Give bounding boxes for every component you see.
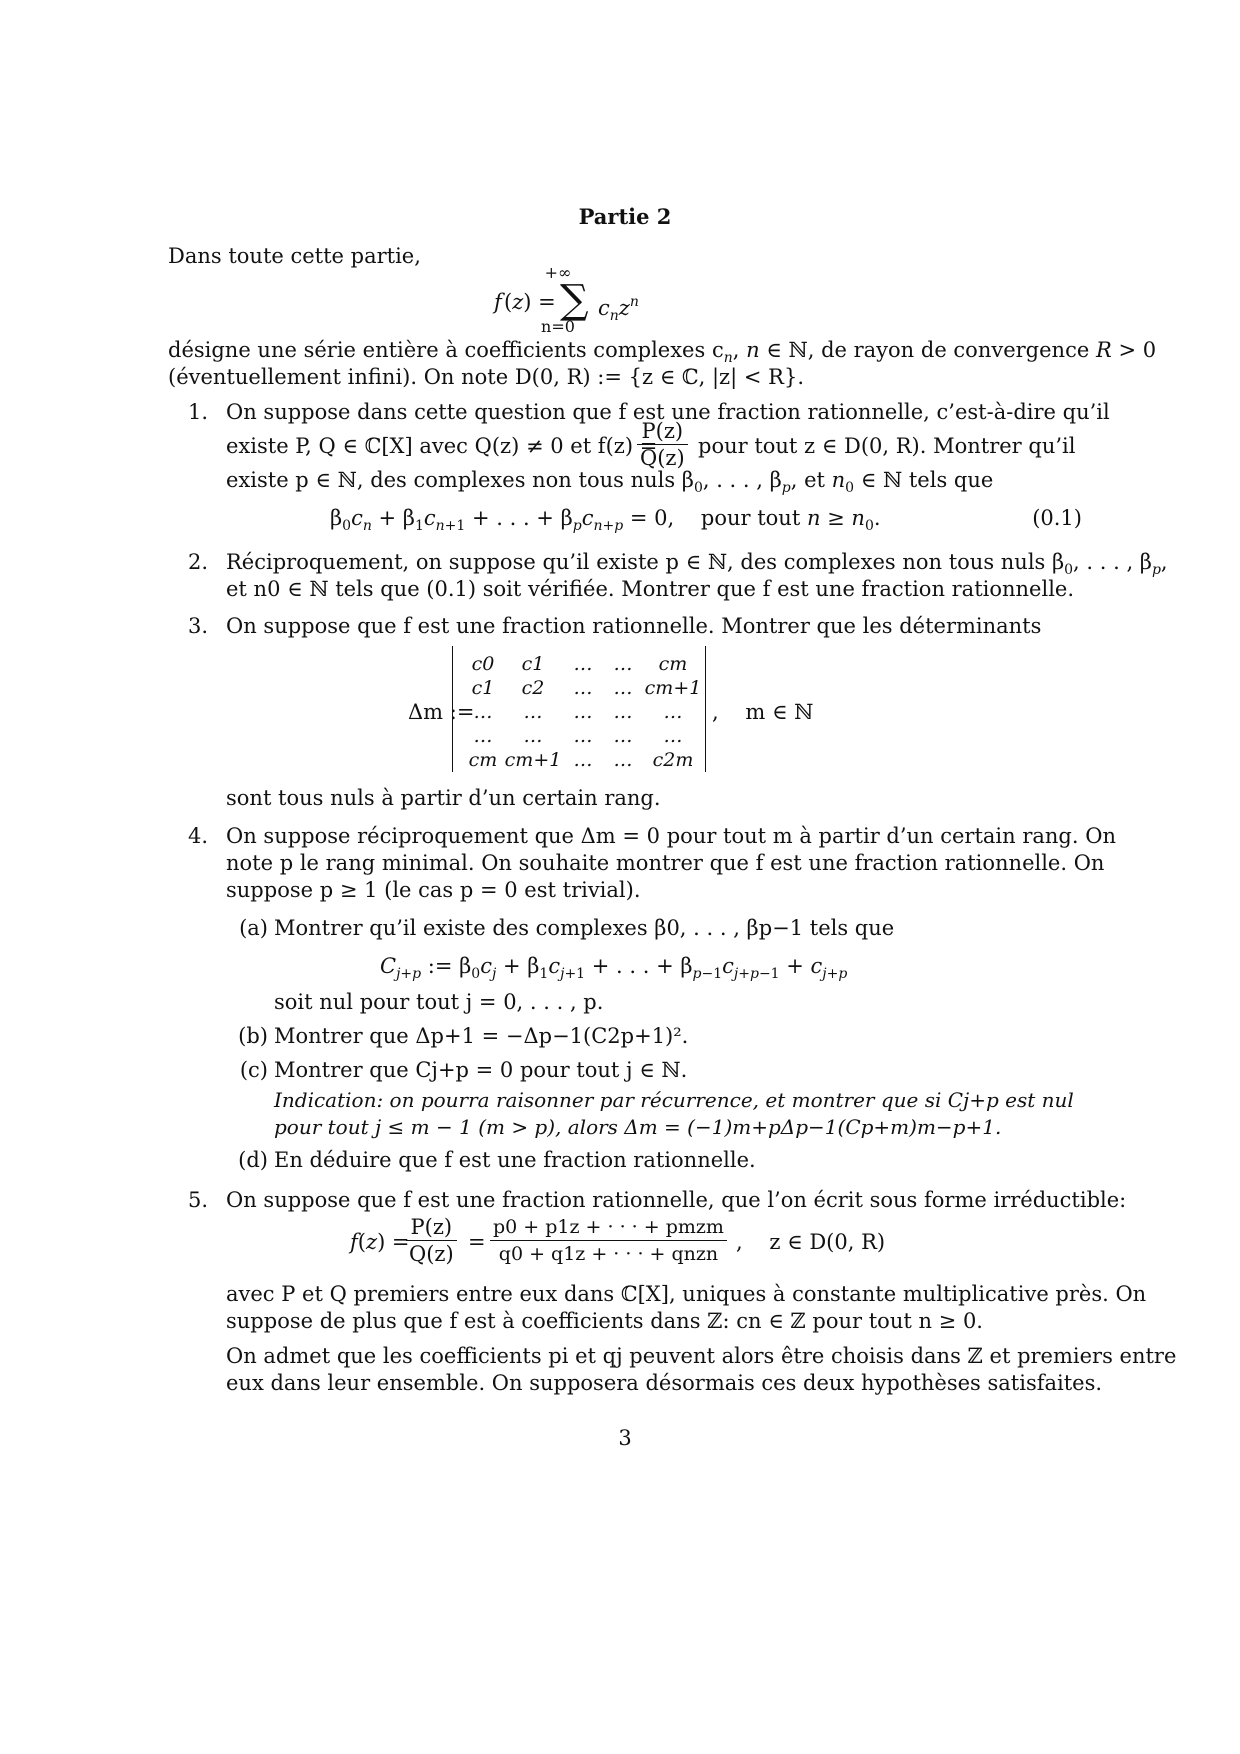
subquestion-b-text: Montrer que Δp+1 = −Δp−1(C2p+1)². <box>274 1024 689 1048</box>
matrix-cell: … <box>473 725 493 747</box>
matrix-cell: cm <box>658 653 688 675</box>
matrix-cell: … <box>613 677 633 699</box>
intro-text: Dans toute cette partie, <box>168 244 421 268</box>
matrix-cell: … <box>573 725 593 747</box>
matrix-cell: cm <box>468 749 498 771</box>
fraction-P-over-Q: $\frac{P(z)}{Q(z)}$ <box>637 418 688 471</box>
matrix-cell: … <box>573 701 593 723</box>
definition-line-2: (éventuellement infini). On note D(0, R) := {z ∈ ℂ, |z| < R}. <box>168 365 804 389</box>
question-4-line-2: note p le rang minimal. On souhaite montrer que f est une fraction rationnelle. On <box>226 851 1105 875</box>
page-number: 3 <box>618 1426 632 1450</box>
fraction-P-over-Q: $\frac{P(z)}{Q(z)}$ <box>406 1214 457 1267</box>
definition-line-1: désigne une série entière à coefficients complexes $c_n$, n ∈ ℕ, de rayon de convergence R > 0 <box>168 338 1157 366</box>
matrix-cell: c2m <box>652 749 694 771</box>
matrix-cell: … <box>523 701 543 723</box>
question-5-paragraph-1-line-2: suppose de plus que f est à coefficients dans ℤ: cn ∈ ℤ pour tout n ≥ 0. <box>226 1309 983 1333</box>
determinant-label: Δm := <box>408 700 475 724</box>
subquestion-d-label: (d) <box>238 1148 268 1172</box>
question-5-paragraph-1-line-1: avec P et Q premiers entre eux dans ℂ[X], uniques à constante multiplicative près. On <box>226 1282 1147 1306</box>
equation-tag: (0.1) <box>1032 506 1082 530</box>
question-3-conclusion: sont tous nuls à partir d’un certain rang. <box>226 786 661 810</box>
matrix-cell: … <box>573 749 593 771</box>
matrix-cell: c0 <box>471 653 495 675</box>
subquestion-c-text: Montrer que Cj+p = 0 pour tout j ∈ ℕ. <box>274 1058 688 1082</box>
matrix-cell: c1 <box>521 653 545 675</box>
question-2-number: 2. <box>187 550 208 574</box>
page: Partie 2 Dans toute cette partie, +∞ f (z) = ∑ $c_nz^n$ n=0 désigne une série entière à coefficients complexes $c_n$, n ∈ ℕ, de rayon de convergence R > 0 (éventuellement infini). On note D(0, R) := {z ∈ ℂ, |z| < R}. 1. On suppose dans cette question que f est une fraction rationnelle, c’est-à-dire qu’il existe P, Q ∈ ℂ[X] avec Q(z) ≠ 0 et f(z) = $\frac{P(z)}{Q(z)}$ pour tout z ∈ D(0, R). Montrer qu’il existe p ∈ ℕ, des complexes non tous nuls $\beta_0$, . . . , $\beta_p$, et $n_0$ ∈ ℕ tels que $\beta_0c_n + \beta_1c_{n+1}$ + . . . + $\beta_pc_{n+p} = 0$, pour tout $n \ge n_0$. (0.1) 2. Réciproquement, on suppose qu’il existe p ∈ ℕ, des complexes non tous nuls $\beta_0$, . . . , $\beta_p$, et n0 ∈ ℕ tels que (0.1) soit vérifiée. Montrer que f est une fraction rationnelle. 3. On suppose que f est une fraction rationnelle. Montrer que les déterminants Δm := c0 c1 … … cm c1 c2 … … cm+1 … … … … … … … … … … cm cm+1 … … c2m , m ∈ ℕ sont tous nuls à partir d’un certain rang. 4. On suppose réciproquement que Δm = 0 pour tout m à partir d’un certain rang. On note p le rang minimal. On souhaite montrer que f est une fraction rationnelle. On suppose p ≥ 1 (le cas p = 0 est trivial). (a) Montrer qu’il existe des complexes β0, . . . , βp−1 tels que $C_{j+p}$ := $\beta_0c_j + \beta_1c_{j+1}$ + . . . + $\beta_{p-1}c_{j+p-1} + c_{j+p}$ soit nul pour tout j = 0, . . . , p. (b) Montrer que Δp+1 = −Δp−1(C2p+1)². (c) Montrer que Cj+p = 0 pour tout j ∈ ℕ. Indication: on pourra raisonner par récurrence, et montrer que si Cj+p est nul pour tout j ≤ m − 1 (m > p), alors Δm = (−1)m+pΔp−1(Cp+m)m−p+1. (d) En déduire que f est une fraction rationnelle. 5. On suppose que f est une fraction rationnelle, que l’on écrit sous forme irréductible: f(z) = $\frac{P(z)}{Q(z)}$ = p0 + p1z + · · · + pmzm q0 + q1z + · · · + qnzn , z ∈ D(0, R) avec P et Q premiers entre eux dans ℂ[X], uniques à constante multiplicative près. On suppose de plus que f est à coefficients dans ℤ: cn ∈ ℤ pour tout n ≥ 0. On admet que les coefficients pi et qj peuvent alors être choisis dans ℤ et premiers entre eux dans leur ensemble. On supposera désormais ces deux hypothèses satisfaites. 3 <box>0 0 1240 1754</box>
matrix-cell: cm+1 <box>644 677 702 699</box>
matrix-cell: cm+1 <box>504 749 562 771</box>
question-4-number: 4. <box>187 824 208 848</box>
subquestion-a-label: (a) <box>239 916 268 940</box>
subquestion-d-text: En déduire que f est une fraction rationnelle. <box>274 1148 756 1172</box>
matrix-cell: … <box>473 701 493 723</box>
subquestion-c-label: (c) <box>239 1058 268 1082</box>
subquestion-a-text: Montrer qu’il existe des complexes β0, . . . , βp−1 tels que <box>274 916 895 940</box>
subquestion-c-hint-1: Indication: on pourra raisonner par récurrence, et montrer que si Cj+p est nul <box>274 1088 1074 1112</box>
matrix-cell: c1 <box>471 677 495 699</box>
equation-0-1: $\beta_0c_n + \beta_1c_{n+1}$ + . . . + $\beta_pc_{n+p} = 0$, pour tout $n \ge n_0$. <box>330 506 881 534</box>
question-5-paragraph-2-line-1: On admet que les coefficients pi et qj peuvent alors être choisis dans ℤ et premiers entre <box>226 1344 1177 1368</box>
question-3-line-1: On suppose que f est une fraction rationnelle. Montrer que les déterminants <box>226 614 1042 638</box>
matrix-cell: … <box>613 701 633 723</box>
question-1-line-2: existe P, Q ∈ ℂ[X] avec Q(z) ≠ 0 et f(z) = $\frac{P(z)}{Q(z)}$ pour tout z ∈ D(0, R). Montrer qu’il <box>226 419 1076 470</box>
matrix-cell: c2 <box>521 677 545 699</box>
sum-lower-bound: n=0 <box>541 317 575 336</box>
matrix-cell: … <box>523 725 543 747</box>
determinant-index-set: , m ∈ ℕ <box>712 700 814 724</box>
subquestion-a-after: soit nul pour tout j = 0, . . . , p. <box>274 990 604 1014</box>
polynomial-fraction: p0 + p1z + · · · + pmzm q0 + q1z + · · · + qnzn <box>490 1214 727 1267</box>
section-title: Partie 2 <box>578 204 672 229</box>
matrix-cell: … <box>573 653 593 675</box>
matrix-cell: … <box>613 749 633 771</box>
question-3-number: 3. <box>187 614 208 638</box>
question-5-line-1: On suppose que f est une fraction rationnelle, que l’on écrit sous forme irréductible: <box>226 1188 1127 1212</box>
question-4-line-1: On suppose réciproquement que Δm = 0 pour tout m à partir d’un certain rang. On <box>226 824 1116 848</box>
C-definition-equation: $C_{j+p}$ := $\beta_0c_j + \beta_1c_{j+1}$ + . . . + $\beta_{p-1}c_{j+p-1} + c_{j+p}$ <box>380 954 848 982</box>
question-1-line-1: On suppose dans cette question que f est une fraction rationnelle, c’est-à-dire qu’il <box>226 400 1110 424</box>
matrix-cell: … <box>663 725 683 747</box>
subquestion-b-label: (b) <box>238 1024 268 1048</box>
question-4-line-3: suppose p ≥ 1 (le cas p = 0 est trivial). <box>226 878 641 902</box>
question-5-paragraph-2-line-2: eux dans leur ensemble. On supposera désormais ces deux hypothèses satisfaites. <box>226 1371 1103 1395</box>
sum-upper-bound: +∞ <box>544 263 572 282</box>
matrix-cell: … <box>663 701 683 723</box>
matrix-cell: … <box>573 677 593 699</box>
matrix-cell: … <box>613 725 633 747</box>
question-2-line-2: et n0 ∈ ℕ tels que (0.1) soit vérifiée. Montrer que f est une fraction rationnelle. <box>226 577 1075 601</box>
question-1-line-3: existe p ∈ ℕ, des complexes non tous nuls $\beta_0$, . . . , $\beta_p$, et $n_0$ ∈ ℕ tels que <box>226 468 994 496</box>
matrix-cell: … <box>613 653 633 675</box>
determinant-matrix <box>452 646 706 772</box>
irreducible-form-equation: f(z) = $\frac{P(z)}{Q(z)}$ = p0 + p1z + · · · + pmzm q0 + q1z + · · · + qnzn , z ∈ D(0, R) <box>350 1215 886 1266</box>
question-5-number: 5. <box>187 1188 208 1212</box>
question-1-number: 1. <box>187 400 208 424</box>
subquestion-c-hint-2: pour tout j ≤ m − 1 (m > p), alors Δm = (−1)m+pΔp−1(Cp+m)m−p+1. <box>274 1115 1002 1139</box>
question-2-line-1: Réciproquement, on suppose qu’il existe p ∈ ℕ, des complexes non tous nuls $\beta_0$, . . . , $\beta_p$, <box>226 550 1168 578</box>
